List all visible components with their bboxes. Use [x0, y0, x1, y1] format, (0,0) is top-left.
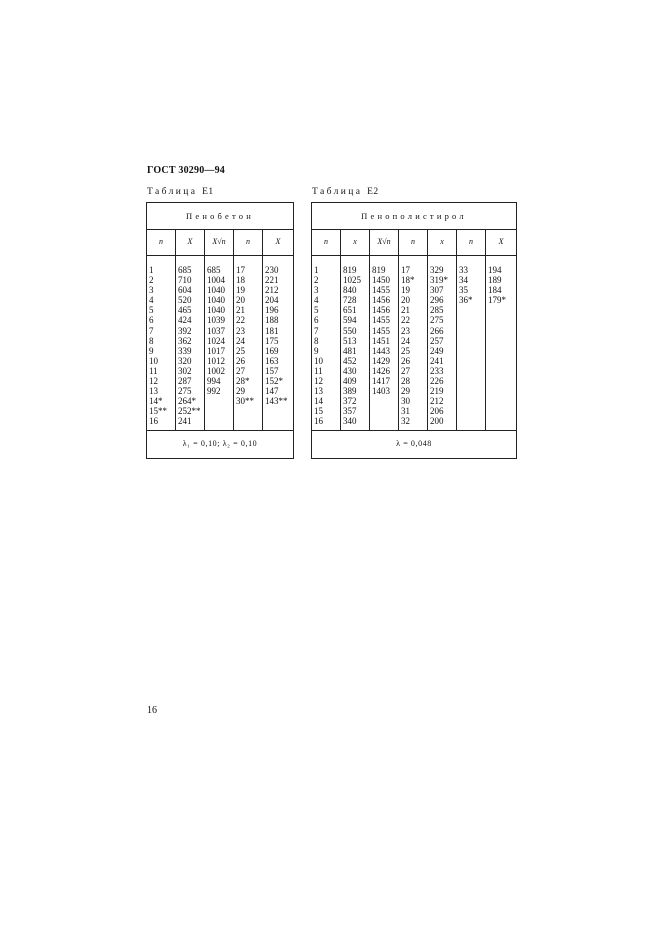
table-cell-value: 7	[149, 325, 154, 336]
table-cell-value: 30**	[236, 396, 254, 407]
table-cell-value: 513	[343, 335, 357, 346]
table1-body-row	[147, 256, 294, 431]
table1-caption-word: Таблица	[147, 187, 198, 197]
table-cell-value: 25	[401, 345, 410, 356]
table-cell-value: 1024	[207, 335, 225, 346]
table-cell-value: 13	[149, 386, 158, 397]
table-cell-value: 1004	[207, 275, 225, 286]
table-cell-value: 28*	[236, 376, 250, 387]
table-cell-value: 1040	[207, 285, 225, 296]
table-cell-value: 1455	[372, 325, 390, 336]
table1-col-n2	[234, 256, 263, 431]
table-cell-value: 16	[149, 416, 158, 427]
table-cell-value: 1450	[372, 275, 390, 286]
table-cell-value: 26	[236, 355, 245, 366]
table2-col-x2	[428, 256, 457, 431]
table-cell-value: 241	[178, 416, 192, 427]
table-cell-value: 11	[149, 365, 158, 376]
table-cell-value: 819	[372, 265, 386, 275]
table-cell-value: 11	[314, 365, 323, 376]
table1-header-x2: X	[263, 230, 294, 256]
table-cell-value: 7	[314, 325, 319, 336]
table-cell-value: 19	[401, 285, 410, 296]
table-cell-value: 184	[488, 285, 502, 296]
table-cell-value: 28	[401, 376, 410, 387]
table-cell-value: 206	[430, 406, 444, 417]
table-cell-value: 18*	[401, 275, 415, 286]
table2-caption	[312, 187, 379, 197]
table-cell-value: 685	[207, 265, 221, 275]
table-cell-value: 20	[401, 295, 410, 306]
table-cell-value: 257	[430, 335, 444, 346]
table-cell-value: 994	[207, 376, 221, 387]
table-cell-value: 175	[265, 335, 279, 346]
table-cell-value: 15**	[149, 406, 167, 417]
table-cell-value: 143**	[265, 396, 288, 407]
table-cell-value: 319*	[430, 275, 448, 286]
table1-title: Пенобетон	[147, 203, 294, 230]
table-cell-value: 1455	[372, 315, 390, 326]
table-cell-value: 212	[430, 396, 444, 407]
table-cell-value: 302	[178, 365, 192, 376]
table-cell-value: 3	[149, 285, 154, 296]
table-cell-value: 32	[401, 416, 410, 427]
table-cell-value: 362	[178, 335, 192, 346]
table-cell-value: 20	[236, 295, 245, 306]
table-cell-value: 1456	[372, 295, 390, 306]
table2-col-n2	[399, 256, 428, 431]
table-cell-value: 18	[236, 275, 245, 286]
table-cell-value: 189	[488, 275, 502, 286]
table-cell-value: 31	[401, 406, 410, 417]
table-cell-value: 33	[459, 265, 468, 275]
table-cell-value: 204	[265, 295, 279, 306]
table-cell-value: 2	[149, 275, 154, 286]
table-cell-value: 296	[430, 295, 444, 306]
table-cell-value: 157	[265, 365, 279, 376]
table-e1	[146, 202, 294, 459]
table-cell-value: 329	[430, 265, 444, 275]
table2-header-x3: X	[486, 230, 517, 256]
table-cell-value: 4	[149, 295, 154, 306]
table1-col-n	[147, 256, 176, 431]
table-cell-value: 1403	[372, 386, 390, 397]
table-cell-value: 169	[265, 345, 279, 356]
table1-caption	[147, 187, 214, 197]
table-cell-value: 275	[178, 386, 192, 397]
table-cell-value: 221	[265, 275, 279, 286]
table-cell-value: 1040	[207, 305, 225, 316]
table-cell-value: 10	[149, 355, 158, 366]
table2-header-row	[312, 230, 517, 256]
table-cell-value: 35	[459, 285, 468, 296]
table-cell-value: 430	[343, 365, 357, 376]
table-cell-value: 520	[178, 295, 192, 306]
table-cell-value: 23	[401, 325, 410, 336]
page-number: 16	[147, 705, 157, 716]
table2-header-n2: n	[399, 230, 428, 256]
table-cell-value: 241	[430, 355, 444, 366]
table-cell-value: 16	[314, 416, 323, 427]
table-cell-value: 219	[430, 386, 444, 397]
table-cell-value: 30	[401, 396, 410, 407]
table-cell-value: 1025	[343, 275, 361, 286]
table-cell-value: 275	[430, 315, 444, 326]
table-cell-value: 29	[236, 386, 245, 397]
table-cell-value: 152*	[265, 376, 283, 387]
table-cell-value: 10	[314, 355, 323, 366]
table-cell-value: 6	[314, 315, 319, 326]
table-cell-value: 15	[314, 406, 323, 417]
table1-header-n: n	[147, 230, 176, 256]
table-cell-value: 17	[236, 265, 245, 275]
table-cell-value: 12	[149, 376, 158, 387]
table-cell-value: 1455	[372, 285, 390, 296]
table2-header-n3: n	[457, 230, 486, 256]
table1-caption-number: Е1	[202, 187, 214, 197]
table-cell-value: 1451	[372, 335, 390, 346]
table-cell-value: 392	[178, 325, 192, 336]
table-cell-value: 249	[430, 345, 444, 356]
table2-col-x-sqrt-n	[370, 256, 399, 431]
table-cell-value: 339	[178, 345, 192, 356]
document-code: ГОСТ 30290—94	[147, 165, 226, 176]
table-cell-value: 287	[178, 376, 192, 387]
table-cell-value: 285	[430, 305, 444, 316]
table-cell-value: 22	[401, 315, 410, 326]
table-cell-value: 21	[401, 305, 410, 316]
table-cell-value: 188	[265, 315, 279, 326]
table2-col-n3	[457, 256, 486, 431]
table-cell-value: 23	[236, 325, 245, 336]
table-cell-value: 29	[401, 386, 410, 397]
table1-header-x: X	[176, 230, 205, 256]
table-cell-value: 604	[178, 285, 192, 296]
table-cell-value: 24	[401, 335, 410, 346]
table-cell-value: 340	[343, 416, 357, 427]
table-cell-value: 230	[265, 265, 279, 275]
table1-col-x	[176, 256, 205, 431]
table1-header-n2: n	[234, 230, 263, 256]
table1-header-x-sqrt-n: X√n	[205, 230, 234, 256]
table-cell-value: 550	[343, 325, 357, 336]
table-cell-value: 465	[178, 305, 192, 316]
table-cell-value: 5	[314, 305, 319, 316]
table-cell-value: 266	[430, 325, 444, 336]
table2-col-x3	[486, 256, 517, 431]
table-cell-value: 25	[236, 345, 245, 356]
table-cell-value: 36*	[459, 295, 473, 306]
table2-header-x: x	[341, 230, 370, 256]
table-cell-value: 1	[149, 265, 154, 275]
table-cell-value: 12	[314, 376, 323, 387]
table-cell-value: 1	[314, 265, 319, 275]
table2-header-n: n	[312, 230, 341, 256]
table-cell-value: 1039	[207, 315, 225, 326]
table-cell-value: 685	[178, 265, 192, 275]
table-cell-value: 8	[149, 335, 154, 346]
table-cell-value: 481	[343, 345, 357, 356]
table-cell-value: 14*	[149, 396, 163, 407]
table-cell-value: 1429	[372, 355, 390, 366]
table-cell-value: 4	[314, 295, 319, 306]
table-cell-value: 372	[343, 396, 357, 407]
table-cell-value: 181	[265, 325, 279, 336]
table2-col-x	[341, 256, 370, 431]
table2-caption-number: Е2	[367, 187, 379, 197]
table-cell-value: 22	[236, 315, 245, 326]
table1-footer: λ₁ = 0,10; λ₂ = 0,10	[147, 431, 294, 459]
table-cell-value: 9	[149, 345, 154, 356]
table-cell-value: 1040	[207, 295, 225, 306]
table-cell-value: 34	[459, 275, 468, 286]
table-cell-value: 1417	[372, 376, 390, 387]
table-cell-value: 212	[265, 285, 279, 296]
table-cell-value: 8	[314, 335, 319, 346]
table-cell-value: 14	[314, 396, 323, 407]
table2-header-x2: x	[428, 230, 457, 256]
table-cell-value: 194	[488, 265, 502, 275]
table-cell-value: 819	[343, 265, 357, 275]
table-cell-value: 27	[236, 365, 245, 376]
table-cell-value: 252**	[178, 406, 201, 417]
table-cell-value: 1426	[372, 365, 390, 376]
table-cell-value: 1012	[207, 355, 225, 366]
table-cell-value: 200	[430, 416, 444, 427]
table2-footer: λ = 0,048	[312, 431, 517, 459]
table-cell-value: 840	[343, 285, 357, 296]
table-cell-value: 17	[401, 265, 410, 275]
table-cell-value: 651	[343, 305, 357, 316]
table-cell-value: 320	[178, 355, 192, 366]
table-cell-value: 728	[343, 295, 357, 306]
table2-body-row	[312, 256, 517, 431]
table-cell-value: 264*	[178, 396, 196, 407]
table-cell-value: 226	[430, 376, 444, 387]
table-cell-value: 24	[236, 335, 245, 346]
table-cell-value: 3	[314, 285, 319, 296]
table-cell-value: 594	[343, 315, 357, 326]
table-cell-value: 179*	[488, 295, 506, 306]
table-cell-value: 357	[343, 406, 357, 417]
table-cell-value: 21	[236, 305, 245, 316]
table-cell-value: 992	[207, 386, 221, 397]
table-cell-value: 389	[343, 386, 357, 397]
table2-header-x-sqrt-n: X√n	[370, 230, 399, 256]
table-cell-value: 409	[343, 376, 357, 387]
table-cell-value: 307	[430, 285, 444, 296]
table-cell-value: 9	[314, 345, 319, 356]
table-cell-value: 1037	[207, 325, 225, 336]
table-cell-value: 1002	[207, 365, 225, 376]
table1-col-x2	[263, 256, 294, 431]
table-cell-value: 196	[265, 305, 279, 316]
table-cell-value: 233	[430, 365, 444, 376]
table2-title: Пенополистирол	[312, 203, 517, 230]
table-cell-value: 26	[401, 355, 410, 366]
table-cell-value: 2	[314, 275, 319, 286]
table-cell-value: 1443	[372, 345, 390, 356]
table-e2	[311, 202, 517, 459]
table-cell-value: 163	[265, 355, 279, 366]
table-cell-value: 1017	[207, 345, 225, 356]
table-cell-value: 19	[236, 285, 245, 296]
table-cell-value: 13	[314, 386, 323, 397]
table-cell-value: 424	[178, 315, 192, 326]
table-cell-value: 1456	[372, 305, 390, 316]
table2-col-n	[312, 256, 341, 431]
table-cell-value: 5	[149, 305, 154, 316]
table-cell-value: 6	[149, 315, 154, 326]
table1-header-row	[147, 230, 294, 256]
table-cell-value: 452	[343, 355, 357, 366]
table-cell-value: 710	[178, 275, 192, 286]
table1-col-x-sqrt-n	[205, 256, 234, 431]
table-cell-value: 27	[401, 365, 410, 376]
table2-caption-word: Таблица	[312, 187, 363, 197]
table-cell-value: 147	[265, 386, 279, 397]
